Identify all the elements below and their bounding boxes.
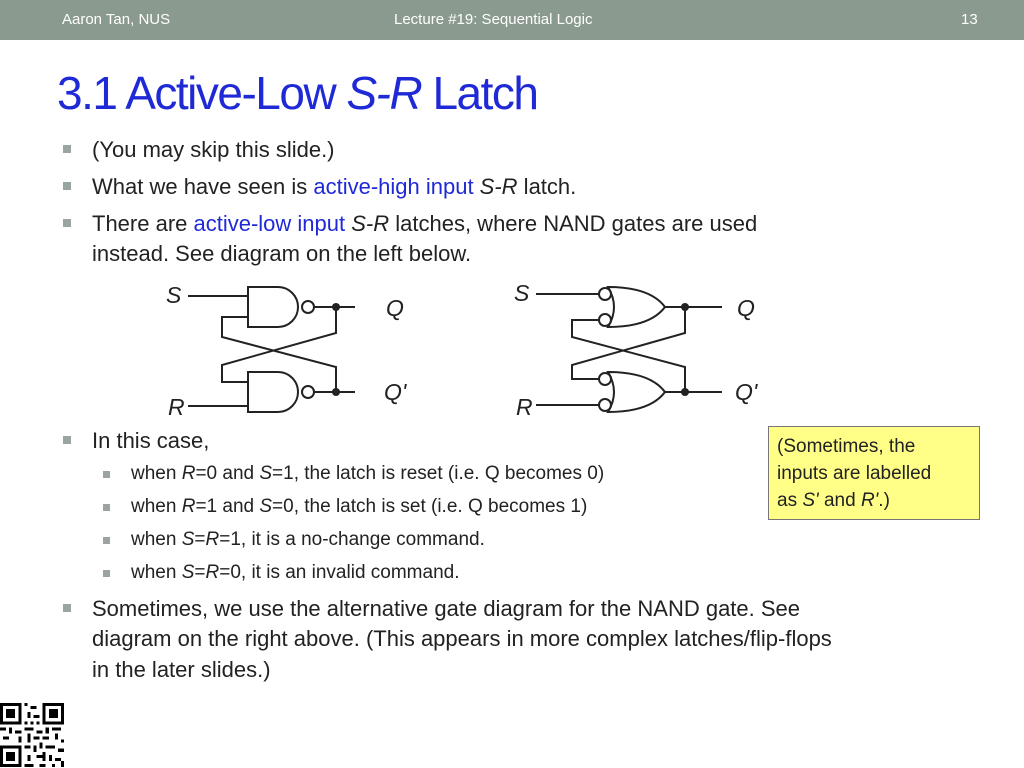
or-gate-bottom	[608, 372, 665, 412]
sub-bullet-set	[131, 495, 587, 519]
text: when	[131, 562, 182, 583]
note-line2: inputs are labelled	[777, 463, 932, 484]
var: S	[181, 562, 195, 583]
bullet-marker	[63, 604, 71, 612]
text: as	[777, 490, 803, 511]
or-gate-top	[608, 287, 665, 327]
slide-header	[0, 0, 1024, 40]
b2-pre: What we have seen is	[92, 174, 314, 199]
text: =1 and	[195, 496, 260, 517]
nand-gate-bottom	[248, 372, 298, 412]
bullet-skip: (You may skip this slide.)	[92, 137, 335, 162]
text: =1, the latch is reset (i.e. Q becomes 0)	[272, 463, 605, 484]
nand-latch-left	[188, 287, 355, 412]
b2-post: latch.	[517, 174, 577, 199]
slide-title	[57, 66, 537, 120]
sub-bullet-marker	[103, 504, 110, 511]
b3-sr: S-R	[345, 211, 390, 236]
sub-bullet-no-change	[131, 528, 485, 552]
text: =0 and	[195, 463, 260, 484]
right-q-label: Q	[737, 295, 755, 321]
text: =0, the latch is set (i.e. Q becomes 1)	[272, 496, 588, 517]
bullet-active-low	[92, 209, 757, 239]
b2-sr: S-R	[473, 174, 518, 199]
author-label: Aaron Tan, NUS	[62, 11, 171, 28]
inversion-bubble	[599, 288, 611, 300]
b3-post: latches, where NAND gates are used	[389, 211, 758, 236]
title-prefix: 3.1 Active-Low	[57, 67, 347, 119]
nand-gate-top	[248, 287, 298, 327]
text: when	[131, 496, 182, 517]
inversion-bubble	[302, 301, 314, 313]
var: R'	[860, 490, 879, 511]
left-qprime-label: Q'	[384, 379, 407, 405]
bullet-marker	[63, 182, 71, 190]
var: S'	[802, 490, 819, 511]
note-box	[768, 426, 980, 520]
left-s-label: S	[166, 282, 182, 308]
right-s-label: S	[514, 280, 530, 306]
bullet-alternative-line1: Sometimes, we use the alternative gate diagram for the NAND gate. See	[92, 596, 801, 621]
title-italic: S-R	[346, 67, 422, 119]
var: R	[181, 463, 196, 484]
bullet-marker	[63, 436, 71, 444]
latch-diagrams	[150, 275, 770, 425]
text: =0, it is an invalid command.	[219, 562, 460, 583]
sub-bullet-marker	[103, 537, 110, 544]
lecture-title: Lecture #19: Sequential Logic	[394, 11, 593, 28]
b2-highlight: active-high input	[313, 174, 474, 199]
bullet-active-low-line2: instead. See diagram on the left below.	[92, 241, 472, 266]
sub-bullet-marker	[103, 570, 110, 577]
var: S	[259, 496, 273, 517]
bullet-alternative-line3: in the later slides.)	[92, 657, 271, 682]
or-latch-right	[536, 287, 722, 412]
bullet-in-this-case: In this case,	[92, 428, 210, 453]
text: when	[131, 463, 182, 484]
inversion-bubble	[302, 386, 314, 398]
right-qprime-label: Q'	[735, 379, 758, 405]
note-line3	[777, 487, 971, 514]
sub-bullet-reset	[131, 462, 604, 486]
page-number: 13	[961, 11, 978, 28]
text: =	[194, 562, 206, 583]
bullet-alternative-line2: diagram on the right above. (This appears in more complex latches/flip-flops	[92, 626, 832, 651]
var: R	[205, 529, 220, 550]
bullet-active-high	[92, 172, 576, 202]
var: S	[181, 529, 195, 550]
title-suffix: Latch	[421, 67, 538, 119]
qr-code-icon	[0, 703, 64, 767]
sub-bullet-invalid	[131, 561, 460, 585]
sub-bullet-marker	[103, 471, 110, 478]
text: .)	[878, 490, 890, 511]
inversion-bubble	[599, 373, 611, 385]
left-q-label: Q	[386, 295, 404, 321]
text: and	[818, 490, 861, 511]
b3-pre: There are	[92, 211, 194, 236]
inversion-bubble	[599, 314, 611, 326]
text: =	[194, 529, 206, 550]
bullet-marker	[63, 145, 71, 153]
right-r-label: R	[516, 394, 533, 420]
var: S	[259, 463, 273, 484]
bullet-marker	[63, 219, 71, 227]
text: =1, it is a no-change command.	[219, 529, 485, 550]
text: when	[131, 529, 182, 550]
inversion-bubble	[599, 399, 611, 411]
var: R	[205, 562, 220, 583]
var: R	[181, 496, 196, 517]
b3-highlight: active-low input	[193, 211, 346, 236]
left-r-label: R	[168, 394, 185, 420]
note-line1: (Sometimes, the	[777, 436, 916, 457]
